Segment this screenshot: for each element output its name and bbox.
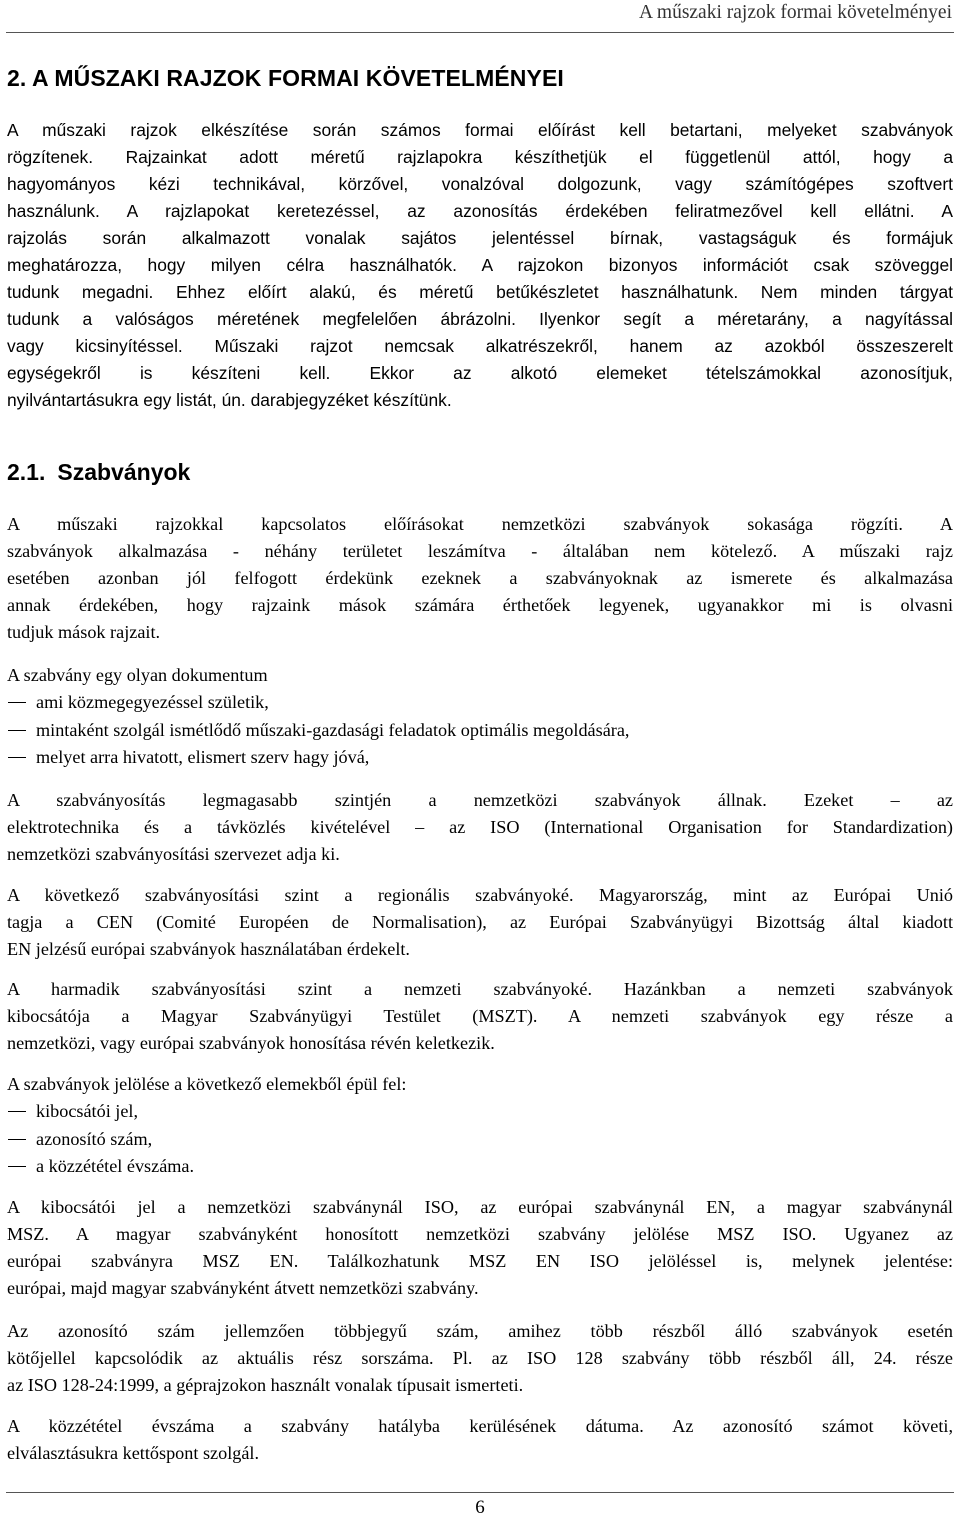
paragraph-line: A harmadik szabványosítási szint a nemzeti szabványoké. Hazánkban a nemzeti szabványok bbox=[7, 979, 953, 999]
footer-divider bbox=[6, 1492, 954, 1493]
header-divider bbox=[6, 32, 954, 33]
paragraph-line: annak érdekében, hogy rajzaink mások számára érthetőek legyenek, ugyanakkor mi is olvasni bbox=[7, 595, 953, 615]
dash-bullet-icon bbox=[8, 730, 26, 731]
list-item-text: kibocsátói jel, bbox=[36, 1101, 139, 1122]
paragraph-line: vagy kicsinyítéssel. Műszaki rajzot nemcsak alkatrészekről, hanem az azokból összeszerelt bbox=[7, 336, 953, 356]
list-item-text: azonosító szám, bbox=[36, 1128, 153, 1149]
paragraph-line: használunk. A rajzlapokat keretezéssel, az azonosítás érdekében feliratmezővel kell ellátni. A bbox=[7, 201, 953, 221]
paragraph-line: hagyományos kézi technikával, körzővel, vonalzóval dolgozunk, vagy számítógépes szoftvert bbox=[7, 174, 953, 194]
paragraph-line: A szabványok jelölése a következő elemekből épül fel: bbox=[7, 1074, 407, 1094]
dash-bullet-icon bbox=[8, 702, 26, 703]
list-item-text: mintaként szolgál ismétlődő műszaki-gazdasági feladatok optimális megoldására, bbox=[36, 719, 630, 740]
chapter-title: 2. A MŰSZAKI RAJZOK FORMAI KÖVETELMÉNYEI bbox=[7, 65, 564, 91]
paragraph-standard-designation bbox=[7, 1071, 953, 1181]
paragraph-line: rajzolás során alkalmazott vonalak sajátos jelentéssel bírnak, vastagságuk és formájuk bbox=[7, 228, 953, 248]
paragraph-line: nyilvántartásukra egy listát, ún. darabjegyzéket készítünk. bbox=[7, 390, 452, 410]
chapter-intro-paragraph bbox=[7, 117, 953, 414]
paragraph-line: A szabványosítás legmagasabb szintjén a nemzetközi szabványok állnak. Ezeket – az bbox=[7, 790, 953, 810]
paragraph-regional-standards bbox=[7, 882, 953, 963]
dash-bullet-icon bbox=[8, 1139, 26, 1140]
paragraph-line: tudunk a valóságos méretének megfelelően ábrázolni. Ilyenkor segít a méretarány, a nagyítással bbox=[7, 309, 953, 329]
paragraph-line: elválasztásukra kettőspont szolgál. bbox=[7, 1443, 260, 1463]
paragraph-international-standards bbox=[7, 787, 953, 868]
dash-bullet-icon bbox=[8, 1166, 26, 1167]
paragraph-line: kötőjellel kapcsolódik az aktuális rész sorszáma. Pl. az ISO 128 szabvány több részből áll, 24. része bbox=[7, 1348, 953, 1368]
paragraph-line: rögzítenek. Rajzainkat adott méretű rajzlapokra készíthetjük el függetlenül attól, hogy a bbox=[7, 147, 953, 167]
paragraph-line: A műszaki rajzok elkészítése során számos formai előírást kell betartani, melyeket szabványok bbox=[7, 120, 953, 140]
list-item-text: a közzététel évszáma. bbox=[36, 1156, 195, 1177]
list-item-text: melyet arra hivatott, elismert szerv hagy jóvá, bbox=[36, 747, 370, 768]
list-item bbox=[7, 717, 953, 745]
paragraph-line: esetében azonban jól felfogott érdekünk ezeknek a szabványoknak az ismerete és alkalmazása bbox=[7, 568, 953, 588]
paragraph-line: szabványok alkalmazása - néhány területet leszámítva - általában nem kötelező. A műszaki rajz bbox=[7, 541, 953, 561]
list-item bbox=[7, 689, 953, 717]
paragraph-line: EN jelzésű európai szabványok használatában érdekelt. bbox=[7, 939, 410, 959]
paragraph-standard-definition bbox=[7, 662, 953, 772]
paragraph-line: MSZ. A magyar szabványként honosított nemzetközi szabvány jelölése MSZ ISO. Ugyanez az bbox=[7, 1224, 953, 1244]
paragraph-line: meghatározza, hogy milyen célra használhatók. A rajzokon bizonyos információt csak szöveggel bbox=[7, 255, 953, 275]
paragraph-national-standards bbox=[7, 976, 953, 1057]
list-item bbox=[7, 744, 953, 772]
paragraph-line: egységekről is készíteni kell. Ekkor az alkotó elemeket tételszámokkal azonosítjuk, bbox=[7, 363, 953, 383]
paragraph-publication-year bbox=[7, 1413, 953, 1467]
paragraph-issuer-mark bbox=[7, 1194, 953, 1302]
section-heading bbox=[7, 459, 190, 486]
paragraph-line: nemzetközi szabványosítási szervezet adja ki. bbox=[7, 844, 340, 864]
list-item-text: ami közmegegyezéssel születik, bbox=[36, 692, 269, 713]
dash-bullet-icon bbox=[8, 757, 26, 758]
list-item bbox=[7, 1126, 953, 1154]
paragraph-line: tudjuk mások rajzait. bbox=[7, 622, 161, 642]
paragraph-line: A következő szabványosítási szint a regionális szabványoké. Magyarország, mint az Európai Unió bbox=[7, 885, 953, 905]
paragraph-line: A szabvány egy olyan dokumentum bbox=[7, 665, 268, 685]
paragraph-standards-intro bbox=[7, 511, 953, 646]
paragraph-line: európai szabványra MSZ EN. Találkozhatunk MSZ EN ISO jelöléssel is, melynek jelentése: bbox=[7, 1251, 953, 1271]
page-number: 6 bbox=[475, 1497, 485, 1518]
running-header: A műszaki rajzok formai követelményei bbox=[639, 2, 952, 23]
paragraph-line: A műszaki rajzokkal kapcsolatos előírásokat nemzetközi szabványok sokasága rögzíti. A bbox=[7, 514, 953, 534]
list-item bbox=[7, 1153, 953, 1181]
paragraph-line: Az azonosító szám jellemzően többjegyű szám, amihez több részből álló szabványok esetén bbox=[7, 1321, 953, 1341]
dash-bullet-icon bbox=[8, 1111, 26, 1112]
paragraph-line: tudunk megadni. Ehhez előírt alakú, és méretű betűkészletet használhatunk. Nem minden tárgyat bbox=[7, 282, 953, 302]
paragraph-line: nemzetközi, vagy európai szabványok honosítása révén keletkezik. bbox=[7, 1033, 495, 1053]
paragraph-line: elektrotechnika és a távközlés kivételével – az ISO (International Organisation for Standardization) bbox=[7, 817, 953, 837]
paragraph-line: kibocsátója a Magyar Szabványügyi Testület (MSZT). A nemzeti szabványok egy része a bbox=[7, 1006, 953, 1026]
paragraph-identifier-number bbox=[7, 1318, 953, 1399]
list-item bbox=[7, 1098, 953, 1126]
paragraph-line: A kibocsátói jel a nemzetközi szabványnál ISO, az európai szabványnál EN, a magyar szabványnál bbox=[7, 1197, 953, 1217]
paragraph-line: A közzététel évszáma a szabvány hatályba kerülésének dátuma. Az azonosító számot követi, bbox=[7, 1416, 953, 1436]
paragraph-line: tagja a CEN (Comité Européen de Normalisation), az Európai Szabványügyi Bizottság által kiadott bbox=[7, 912, 953, 932]
paragraph-line: európai, majd magyar szabványként átvett nemzetközi szabvány. bbox=[7, 1278, 479, 1298]
section-number: 2.1. bbox=[7, 459, 46, 485]
section-title: Szabványok bbox=[57, 459, 191, 485]
paragraph-line: az ISO 128-24:1999, a géprajzokon használt vonalak típusait ismerteti. bbox=[7, 1375, 524, 1395]
